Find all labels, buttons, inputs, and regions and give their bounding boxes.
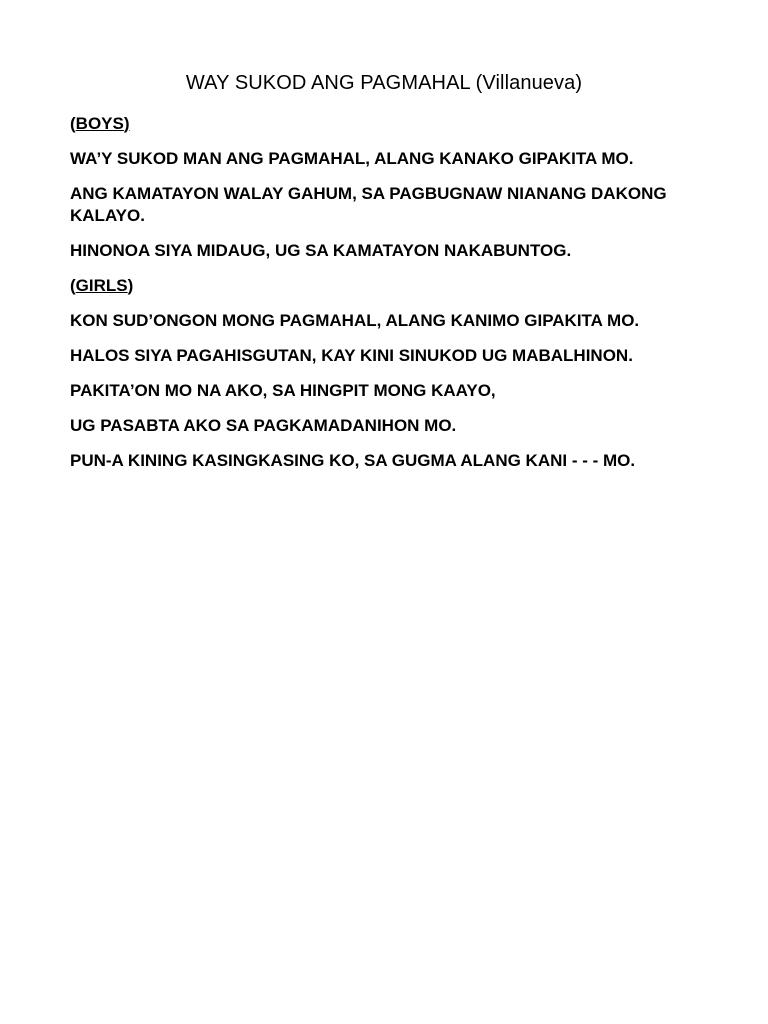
lyric-line: PUN-A KINING KASINGKASING KO, SA GUGMA ALANG KANI - - - MO. xyxy=(70,451,636,470)
section-open-paren: ( xyxy=(70,276,76,295)
lyric-line: PAKITA’ON MO NA AKO, SA HINGPIT MONG KAAYO, xyxy=(70,381,496,400)
section-label-text: BOYS xyxy=(75,114,124,133)
section-close-paren: ) xyxy=(123,114,130,133)
section-open-paren: ( xyxy=(70,114,76,133)
section-label-boys xyxy=(70,113,710,135)
lyrics-body xyxy=(70,113,710,485)
lyric-line: HINONOA SIYA MIDAUG, UG SA KAMATAYON NAKABUNTOG. xyxy=(70,241,572,260)
document-title: WAY SUKOD ANG PAGMAHAL (Villanueva) xyxy=(185,72,583,94)
lyric-line: UG PASABTA AKO SA PAGKAMADANIHON MO. xyxy=(70,416,457,435)
lyric-line: KON SUD’ONGON MONG PAGMAHAL, ALANG KANIMO GIPAKITA MO. xyxy=(70,311,640,330)
section-label-girls xyxy=(70,275,710,297)
lyric-line: ANG KAMATAYON WALAY GAHUM, SA PAGBUGNAW NIANANG DAKONG KALAYO. xyxy=(70,184,667,225)
section-close-paren: ) xyxy=(127,276,134,295)
lyric-line: HALOS SIYA PAGAHISGUTAN, KAY KINI SINUKOD UG MABALHINON. xyxy=(70,346,633,365)
lyric-line: WA’Y SUKOD MAN ANG PAGMAHAL, ALANG KANAKO GIPAKITA MO. xyxy=(70,149,634,168)
section-label-text: GIRLS xyxy=(75,276,128,295)
